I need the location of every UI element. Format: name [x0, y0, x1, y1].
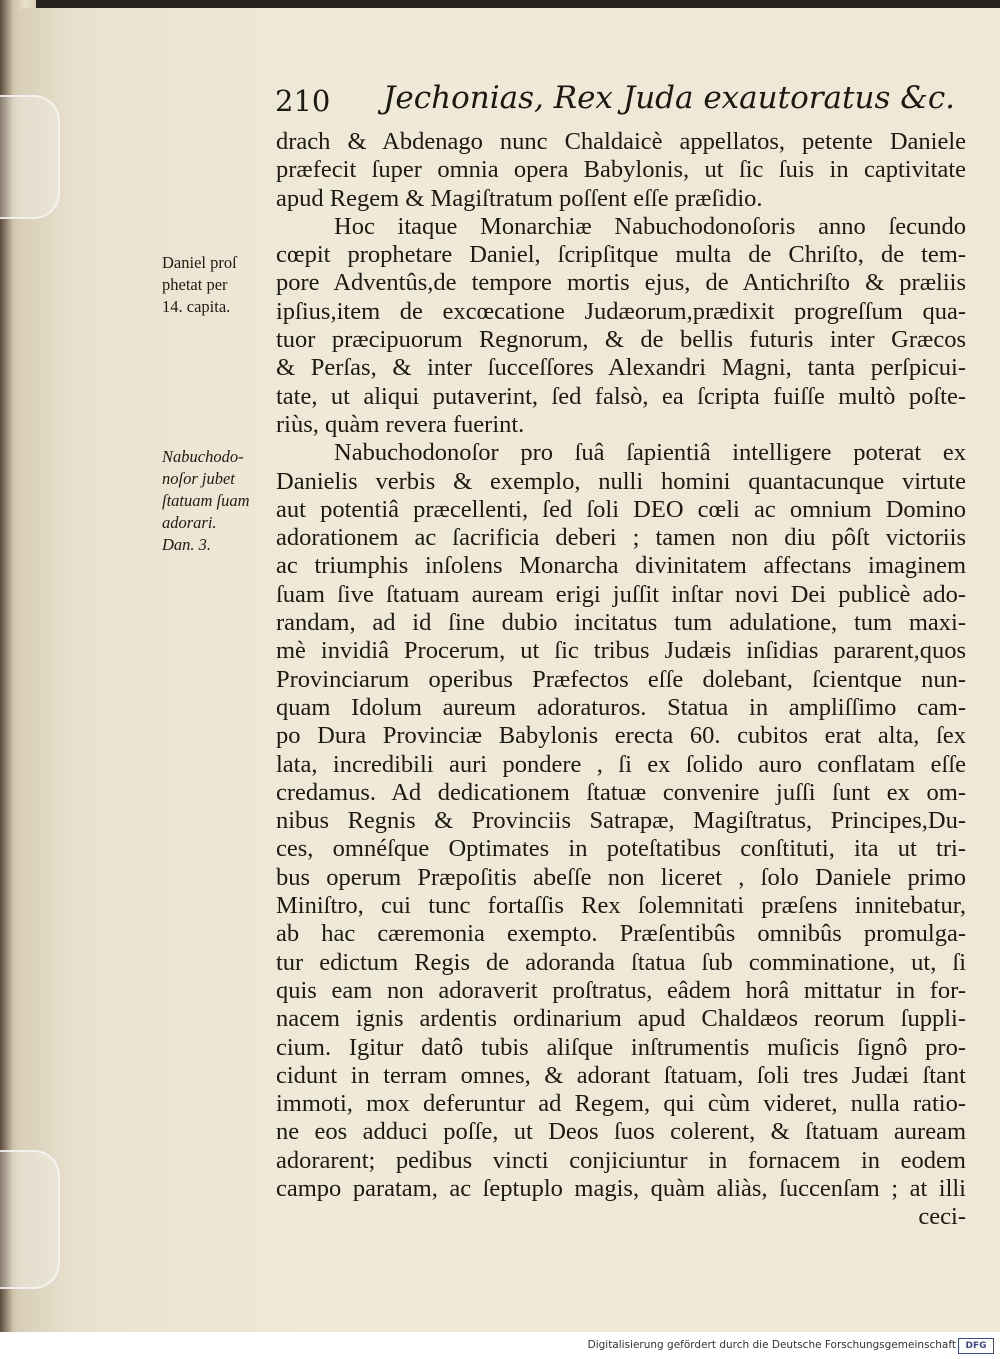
text-line: nibus Regnis & Provinciis Satrapæ, Magiſtratus, Principes,Du- [276, 807, 966, 835]
text-line: tur edictum Regis de adoranda ſtatua ſub comminatione, ut, ſi [276, 948, 966, 976]
text-line: Nabuchodonoſor pro ſuâ ſapientiâ intelligere poterat ex [334, 439, 966, 467]
margin-note-line: ſtatuam ſuam [162, 491, 250, 510]
funding-credit: Digitalisierung gefördert durch die Deutsche Forschungsgemeinschaft [587, 1339, 956, 1351]
text-line: ipſius,item de excœcatione Judæorum,prædixit progreſſum qua- [276, 297, 966, 325]
text-line: bus operum Præpoſitis abeſſe non liceret , ſolo Daniele primo [276, 863, 966, 891]
text-line: riùs, quàm revera fuerint. [276, 410, 525, 438]
text-line: mè invidiâ Procerum, ut ſic tribus Judæis inſidias pararent,quos [276, 637, 966, 665]
text-line: lata, incredibili auri pondere , ſi ex ſolido auro conflatam eſſe [276, 750, 966, 778]
margin-note-line: noſor jubet [162, 469, 235, 488]
margin-note-daniel [162, 252, 280, 318]
catchword: ceci- [918, 1203, 966, 1231]
text-line: tuor præcipuorum Regnorum, & de bellis futuris inter Græcos [276, 326, 966, 354]
page-header [275, 80, 955, 130]
page-clip-bottom [0, 1150, 60, 1289]
text-line: pore Adventûs,de tempore mortis ejus, de Antichriſto & præliis [276, 269, 966, 297]
body-text [276, 128, 966, 1232]
margin-note-line: phetat per [162, 275, 228, 294]
text-line: cœpit prophetare Daniel, ſcripſitque multa de Chriſto, de tem- [276, 241, 966, 269]
text-line: po Dura Provinciæ Babylonis erecta 60. cubitos erat alta, ſex [276, 722, 966, 750]
text-line: Miniſtro, cui tunc fortaſſis Rex ſolemnitati præſens innitebatur, [276, 892, 966, 920]
text-line: adorarent; pedibus vincti conjiciuntur in fornacem in eodem [276, 1146, 966, 1174]
footer-bar [0, 1332, 1000, 1359]
margin-note-statue [162, 446, 280, 556]
text-line: quis eam non adoraverit proſtratus, eâdem horâ mittatur in for- [276, 976, 966, 1004]
text-line: randam, ad id ſine dubio incitatus tum adulatione, tum maxi- [276, 609, 966, 637]
margin-note-line: Daniel proſ [162, 253, 237, 272]
page-number: 210 [275, 84, 331, 118]
margin-note-line: Nabuchodo- [162, 447, 244, 466]
text-line: aut potentiâ præcellenti, ſed ſoli DEO cœli ac omnium Domino [276, 495, 966, 523]
text-line: cidunt in terram omnes, & adorant ſtatuam, ſoli tres Judæi ſtant [276, 1061, 966, 1089]
text-line: præfecit ſuper omnia opera Babylonis, ut ſic ſuis in captivitate [276, 156, 966, 184]
text-line: & Perſas, & inter ſucceſſores Alexandri Magni, tanta perſpicui- [276, 354, 966, 382]
running-head: Jechonias, Rex Juda exautoratus &c. [383, 80, 956, 116]
text-line: quam Idolum aureum adoraturos. Statua in ampliſſimo cam- [276, 693, 966, 721]
text-line: ab hac cæremonia exempto. Præſentibûs omnibûs promulga- [276, 920, 966, 948]
margin-note-line: Dan. 3. [162, 535, 212, 554]
text-line: apud Regem & Magiſtratum poſſent eſſe præſidio. [276, 184, 763, 212]
margin-note-line: 14. capita. [162, 297, 231, 316]
margin-note-line: adorari. [162, 513, 217, 532]
text-line: tate, ut aliqui putaverint, ſed falsò, ea ſcripta fuiſſe multò poſte- [276, 382, 966, 410]
text-line: Hoc itaque Monarchiæ Nabuchodonoſoris anno ſecundo [334, 212, 966, 240]
text-line: Danielis verbis & exemplo, nulli homini quantacunque virtute [276, 467, 966, 495]
text-line: immoti, mox deferuntur ad Regem, qui cùm videret, nulla ratio- [276, 1090, 966, 1118]
text-line: ne eos adduci poſſe, ut Deos ſuos colerent, & ſtatuam auream [276, 1118, 966, 1146]
text-line: cium. Igitur datô tubis aliſque inſtrumentis muſicis ſignô pro- [276, 1033, 966, 1061]
text-line: campo paratam, ac ſeptuplo magis, quàm aliàs, ſuccenſam ; at illi [276, 1174, 966, 1202]
text-line: credamus. Ad dedicationem ſtatuæ convenire juſſi ſunt ex om- [276, 778, 966, 806]
text-line: ces, omnéſque Optimates in poteſtatibus conſtituti, ita ut tri- [276, 835, 966, 863]
text-line: drach & Abdenago nunc Chaldaicè appellatos, petente Daniele [276, 128, 966, 155]
text-line: nacem ignis ardentis ordinarium apud Chaldæos reorum ſuppli- [276, 1005, 966, 1033]
dfg-logo: DFG [958, 1338, 994, 1354]
text-line: ſuam ſive ſtatuam auream erigi juſſit inſtar novi Dei publicè ado- [276, 580, 966, 608]
text-line: ac triumphis inſolens Monarcha divinitatem affectans imaginem [276, 552, 966, 580]
text-line: Provinciarum operibus Præfectos eſſe dolebant, ſcientque nun- [276, 665, 966, 693]
text-line: adorationem ac ſacrificia deberi ; tamen non diu pôſt victoriis [276, 524, 966, 552]
page-clip-top [0, 95, 60, 219]
